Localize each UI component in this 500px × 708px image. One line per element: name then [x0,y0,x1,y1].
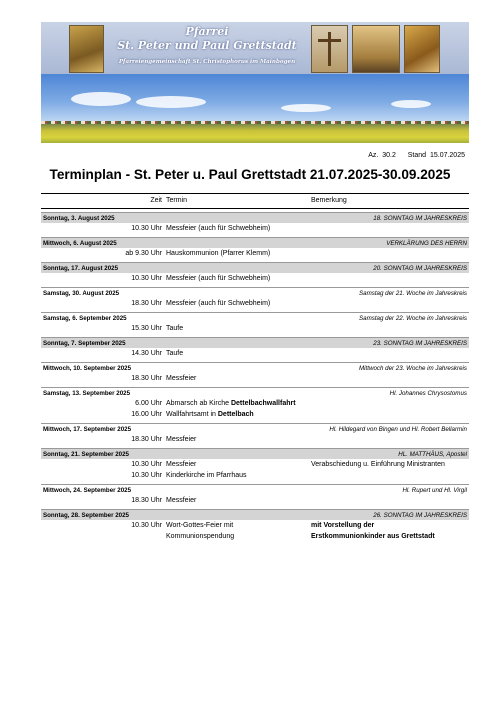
liturgical-day: Hl. Hildegard von Bingen und Hl. Robert Bellarmin [329,425,467,433]
entry-time: 18.30 Uhr [131,299,162,307]
entry-note: Verabschiedung u. Einführung Ministranten [311,460,445,468]
entry-time: 10.30 Uhr [131,274,162,282]
entry-event [166,472,247,479]
column-header-bemerkung: Bemerkung [311,197,347,204]
liturgical-day: 26. SONNTAG IM JAHRESKREIS [373,511,467,519]
day-header [41,212,469,223]
entry-event-text: Wort-Gottes-Feier mit [166,521,234,529]
landscape-sky [41,74,469,124]
entry-event [166,522,233,529]
table-row [41,248,469,259]
entry-event [166,461,196,468]
entry-event [166,411,254,418]
day-date: Sonntag, 3. August 2025 [43,214,115,222]
table-row [41,298,469,309]
entry-event [166,325,183,332]
liturgical-day: Mittwoch der 23. Woche im Jahreskreis [359,364,467,372]
day-block [41,362,469,384]
day-block [41,423,469,445]
entry-time: 10.30 Uhr [131,521,162,529]
liturgical-day: Hl. Rupert und Hl. Virgil [402,486,467,494]
entry-event [166,275,270,282]
table-row [41,348,469,359]
banner-subtitle: Pfarreiengemeinschaft St. Christophorus im Mainbogen [118,59,296,65]
entry-event [166,300,270,307]
entry-event-highlight: Dettelbach [217,410,254,418]
statue-photo-icon [69,25,104,73]
day-block [41,509,469,542]
table-row [41,373,469,384]
saint-statue-photo-icon [404,25,440,73]
table-row [41,531,469,542]
liturgical-day: Samstag der 22. Woche im Jahreskreis [359,314,467,322]
day-date: Sonntag, 28. September 2025 [43,511,129,519]
day-date: Samstag, 30. August 2025 [43,289,120,297]
table-row [41,223,469,234]
column-header-termin: Termin [166,197,188,204]
banner-title-line2: St. Peter und Paul Grettstadt [117,39,297,52]
table-row [41,459,469,470]
entry-event [166,225,270,232]
page-title: Terminplan - St. Peter u. Paul Grettstadt 21.07.2025-30.09.2025 [49,167,451,182]
day-date: Sonntag, 7. September 2025 [43,339,126,347]
day-date: Samstag, 13. September 2025 [43,389,131,397]
entry-event [166,375,196,382]
day-header [41,237,469,248]
day-block [41,262,469,284]
day-header [41,362,469,373]
document-reference [368,152,465,159]
entry-event [166,436,196,443]
liturgical-day: 18. SONNTAG IM JAHRESKREIS [373,214,467,222]
day-date: Samstag, 6. September 2025 [43,314,127,322]
day-date: Mittwoch, 17. September 2025 [43,425,132,433]
day-date: Mittwoch, 6. August 2025 [43,239,117,247]
day-header [41,312,469,323]
entry-event-text: Kommunionspendung [166,532,235,540]
entry-event-text: Kinderkirche im Pfarrhaus [166,471,247,479]
entry-event-text: Wallfahrtsamt in [166,410,218,418]
day-header [41,337,469,348]
day-date: Mittwoch, 24. September 2025 [43,486,132,494]
entry-event-text: Taufe [166,349,184,357]
day-header [41,423,469,434]
day-list [41,212,469,542]
table-row [41,409,469,420]
day-block [41,237,469,259]
day-header [41,484,469,495]
crucifix-photo-icon [311,25,348,73]
table-row [41,495,469,506]
entry-time: 15.30 Uhr [131,324,162,332]
entry-event [166,497,196,504]
liturgical-day: 20. SONNTAG IM JAHRESKREIS [373,264,467,272]
stand-date: Stand 15.07.2025 [407,152,465,159]
entry-event [166,400,296,407]
banner-title [103,25,311,53]
liturgical-day: VERKLÄRUNG DES HERRN [386,239,467,247]
entry-event [166,250,270,257]
landscape-field [41,124,469,143]
entry-event [166,533,234,540]
entry-time: 10.30 Uhr [131,460,162,468]
day-header [41,509,469,520]
entry-event-highlight: Dettelbachwallfahrt [230,399,296,407]
day-header [41,287,469,298]
table-row [41,323,469,334]
table-row [41,434,469,445]
entry-event-text: Messfeier (auch für Schwebheim) [166,274,271,282]
entry-time: 18.30 Uhr [131,374,162,382]
day-block [41,484,469,506]
liturgical-day: Hl. Johannes Chrysostomus [389,389,467,397]
day-block [41,448,469,481]
day-block [41,337,469,359]
entry-event-text: Taufe [166,324,184,332]
header-banner [41,22,469,143]
entry-event-text: Abmarsch ab Kirche [166,399,231,407]
entry-event-text: Messfeier [166,374,197,382]
day-block [41,312,469,334]
schedule-table [41,193,469,542]
entry-event-text: Messfeier [166,460,197,468]
liturgical-day: 23. SONNTAG IM JAHRESKREIS [373,339,467,347]
day-block [41,212,469,234]
day-header [41,387,469,398]
entry-time: ab 9.30 Uhr [125,249,162,257]
day-date: Mittwoch, 10. September 2025 [43,364,132,372]
entry-time: 14.30 Uhr [131,349,162,357]
entry-time: 18.30 Uhr [131,496,162,504]
entry-time: 18.30 Uhr [131,435,162,443]
entry-event [166,350,183,357]
day-block [41,387,469,420]
aktenzeichen: Az. 30.2 [368,152,396,159]
entry-event-text: Messfeier (auch für Schwebheim) [166,299,271,307]
table-row [41,470,469,481]
entry-time: 16.00 Uhr [131,410,162,418]
banner-title-line1: Pfarrei [185,25,229,38]
entry-event-text: Messfeier (auch für Schwebheim) [166,224,271,232]
table-row [41,398,469,409]
entry-event-text: Hauskommunion (Pfarrer Klemm) [166,249,271,257]
table-row [41,273,469,284]
day-header [41,262,469,273]
entry-event-text: Messfeier [166,435,197,443]
entry-time: 10.30 Uhr [131,224,162,232]
entry-note: Erstkommunionkinder aus Grettstadt [311,532,435,540]
day-block [41,287,469,309]
entry-note: mit Vorstellung der [311,521,375,529]
entry-event-text: Messfeier [166,496,197,504]
day-date: Sonntag, 21. September 2025 [43,450,129,458]
entry-time: 6.00 Uhr [135,399,162,407]
column-header-zeit: Zeit [150,197,162,204]
entry-time: 10.30 Uhr [131,471,162,479]
altar-photo-icon [352,25,400,73]
table-row [41,520,469,531]
liturgical-day: Samstag der 21. Woche im Jahreskreis [359,289,467,297]
day-date: Sonntag, 17. August 2025 [43,264,119,272]
liturgical-day: HL. MATTHÄUS, Apostel [398,450,467,458]
table-header [41,193,469,209]
day-header [41,448,469,459]
